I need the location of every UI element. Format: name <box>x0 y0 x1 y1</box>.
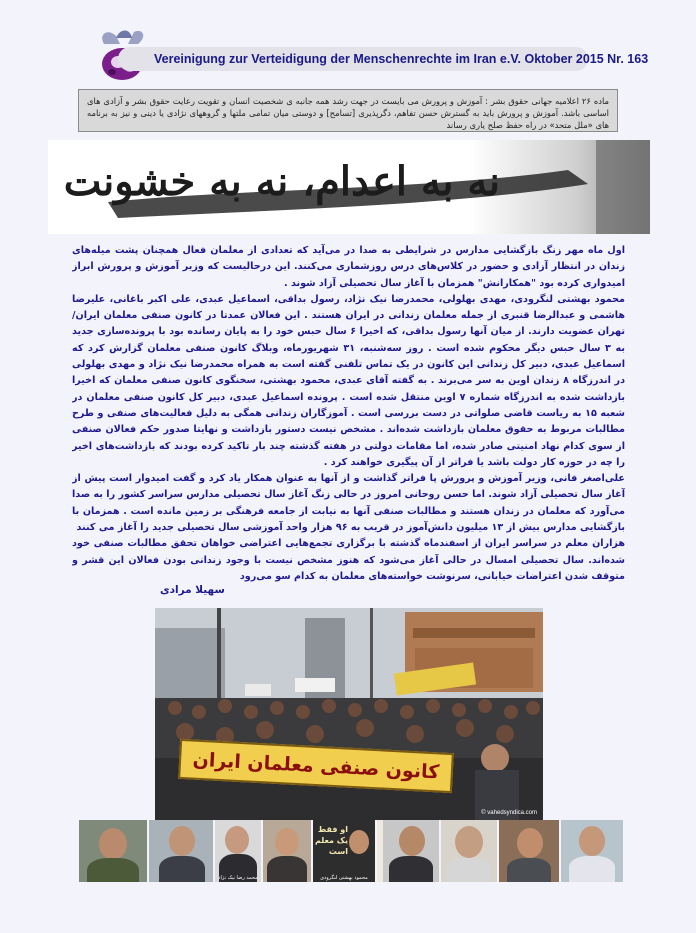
portrait-photo <box>313 820 375 882</box>
protest-banner: کانون صنفی معلمان ایران <box>178 739 454 793</box>
article-author: سهیلا مرادی <box>160 584 225 596</box>
portrait-photo <box>441 820 497 882</box>
slogan-banner <box>48 140 650 234</box>
poster-text: او فقط یک معلم است <box>315 825 348 856</box>
portrait-strip <box>79 820 623 882</box>
portrait-caption: محمد رضا نیک نژاد <box>218 875 258 881</box>
portrait-photo <box>499 820 559 882</box>
portrait-photo <box>79 820 147 882</box>
portrait-photo <box>215 820 261 882</box>
human-rights-article-quote: ماده ۲۶ اعلامیه جهانی حقوق بشر : آموزش و پرورش می بایست در جهت رشد همه جانبه ی شخصیت انسان و تقویت رعایت حقوق بشر و آزادی های اساسی باشد. آموزش و پرورش باید به گسترش حسن تفاهم، دگرپذیری [تسامح] و دوستی میان تمامی ملتها و گروههای نژادی یا دینی و نیز به برنامه های «ملل متحد» در راه حفظ صلح یاری رساند <box>78 89 618 132</box>
portrait-photo <box>561 820 623 882</box>
protest-scene <box>155 608 543 820</box>
portrait-caption: محمود بهشتی لنگرودی <box>320 875 368 881</box>
photo-credit: © vahedsyndica.com <box>481 810 537 816</box>
banner-slogan: نه به اعدام، نه به خشونت <box>63 158 500 205</box>
portrait-photo <box>149 820 213 882</box>
article-paragraph: اول ماه مهر زنگ بازگشایی مدارس در شرایطی به صدا در می‌آید که تعدادی از معلمان فعال همچنان پشت میله‌های زندان در انتظار آزادی و حضور در کلاس‌های درس روزشماری می‌کنند. این درحالیست که وزیر آموزش و پرورش ابراز امیدواری کرده بود "همکارانش" همزمان با آغاز سال تحصیلی آزاد شوند . <box>72 245 625 289</box>
portrait-photo <box>263 820 311 882</box>
teachers-protest-photo <box>155 608 543 820</box>
article-paragraph: هزاران معلم در سراسر ایران از اسفندماه گذشته با برگزاری تجمع‌هایی اعتراضی خواهان تحقق مطالبات صنفی خود شده‌اند. سال تحصیلی امسال در حالی آغاز می‌شود که هنوز مشخص نیست با وجود زندانی بودن فعالان این قشر و متوقف شدن اعتراضات خیابانی، سرنوشت خواسته‌های معلمان به کدام سو می‌رود <box>72 538 625 582</box>
newsletter-header: Vereinigung zur Verteidigung der Menschenrechte im Iran e.V. Oktober 2015 Nr. 163 <box>118 47 588 71</box>
article-paragraph: علی‌اصغر فانی، وزیر آموزش و پرورش پا فراتر گذاشت و از آنها به عنوان همکار یاد کرد و گفت امیدوار است پیش از آغاز سال تحصیلی آزاد شوند. اما حسن روحانی امروز در حالی زنگ آغاز سال تحصیلی مدارس سراسر کشور را به صدا می‌آورد که معلمان در زندان هستند و مطالبات صنفی آنها به نیابت از جامعه فرهنگی بر زمین مانده است . همزمان با بازگشایی مدارس بیش از ۱۳ میلیون دانش‌آموز در قریب به ۹۶ هزار واحد آموزشی سال تحصیلی جدید را آغاز می کنند <box>72 473 625 534</box>
portrait-photo <box>383 820 439 882</box>
article-paragraph: محمود بهشتی لنگرودی، مهدی بهلولی، محمدرضا نیک نژاد، رسول بداقی، اسماعیل عبدی، علی اکبر باغانی، علیرضا هاشمی و عبدالرضا قنبری از جمله معلمان زندانی در ایران هستند . این فعالان عمدتا در کانون صنفی معلمان ایران/ تهران عضویت دارند. از میان آنها رسول بداقی، که اخیرا ۶ سال حبس خود را به پایان رسانده بود با پرونده‌سازی جدید به ۳ سال حبس دیگر محکوم شده است . روز سه‌شنبه، ۳۱ شهریورماه، وبلاگ کانون صنفی معلمان گزارش کرد که اسماعیل عبدی، دبیر کل زندانی این کانون در یک تماس تلفنی گفته است به همراه محمدرضا نیک نژاد و مهدی بهلولی در اندرزگاه ۸ زندان اوین به سر می‌برند . به گفته آقای عبدی، محمود بهشتی، سخنگوی کانون صنفی معلمان که اخیرا بازداشت شده به اندرزگاه شماره ۷ اوین منتقل شده است . پرونده اسماعیل عبدی، دبیر کل کانون صنفی معلمان در شعبه ۱۵ به ریاست قاضی صلواتی در دست بررسی است . آموزگاران زندانی همگی به دلیل فعالیت‌های صنفی و طرح مطالبات مربوط به حقوق معلمان بازداشت شده‌اند . مشخص نیست دستور بازداشت و نهایتا صدور حکم فعالان صنفی از سوی کدام نهاد امنیتی صادر شده، اما مقامات دولتی در هفته گذشته چند بار تاکید کرده بودند که بازداشت‌های اخیر را چه در حوزه کار دولت باشد یا فراتر از آن پیگیری خواهند کرد . <box>72 293 625 468</box>
article-body <box>72 243 625 588</box>
